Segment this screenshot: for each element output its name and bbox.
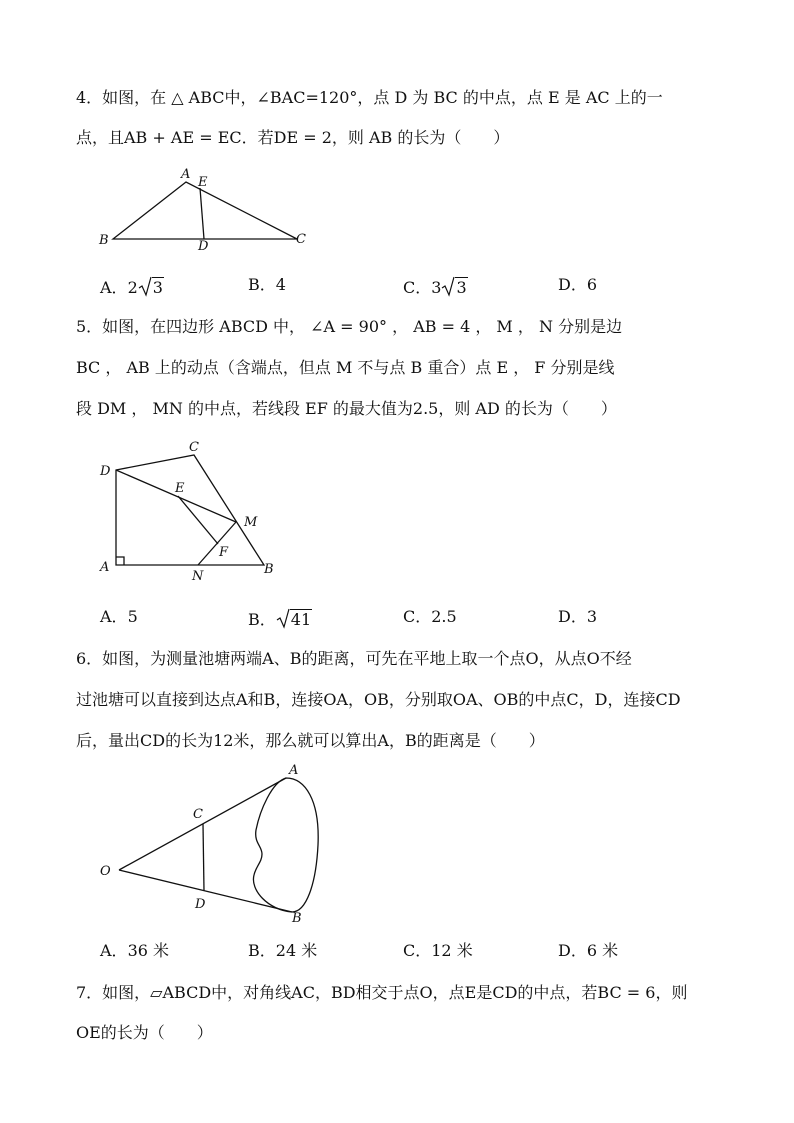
q6-segment-cd	[203, 824, 204, 891]
q4-label-a: A	[181, 167, 191, 182]
q6-segment-oa	[119, 778, 286, 870]
q6-label-a: A	[289, 763, 299, 778]
q4-line-2: 点，且AB + AE = EC．若DE = 2，则 AB 的长为（ ）	[76, 128, 510, 147]
q6-label-b: B	[292, 911, 302, 926]
q6-option-b[interactable]: B．24 米	[248, 941, 318, 960]
q5-label-c: C	[189, 440, 199, 455]
q5-label-d: D	[100, 464, 111, 479]
q6-pond-outline	[253, 778, 318, 912]
q7-line-2: OE的长为（ ）	[76, 1023, 213, 1042]
q6-line-3: 后，量出CD的长为12米，那么就可以算出A，B的距离是（ ）	[76, 731, 545, 750]
q5-option-b[interactable]: B． 41	[248, 607, 312, 634]
q4-option-b[interactable]: B．4	[248, 275, 286, 294]
q4-line-1: 4．如图，在 △ ABC中，∠BAC=120°，点 D 为 BC 的中点，点 E 是 AC 上的一	[76, 88, 663, 107]
q7-line-1: 7．如图，▱ABCD中，对角线AC，BD相交于点O，点E是CD的中点，若BC = 6，则	[76, 983, 688, 1002]
q6-label-c: C	[193, 807, 203, 822]
q5-label-n: N	[192, 569, 204, 584]
q5-line-3: 段 DM ， MN 的中点，若线段 EF 的最大值为2.5，则 AD 的长为（ ）	[76, 399, 617, 418]
q4-option-d[interactable]: D．6	[558, 275, 598, 294]
q4-label-b: B	[99, 233, 109, 248]
q6-line-1: 6．如图，为测量池塘两端A、B的距离，可先在平地上取一个点O，从点O不经	[76, 649, 632, 668]
q4-label-e: E	[198, 175, 208, 190]
q5-option-a[interactable]: A．5	[100, 607, 138, 626]
q4-label-d: D	[198, 239, 209, 254]
q5-label-b: B	[264, 562, 274, 577]
q4-option-a[interactable]: A．2 3	[100, 275, 164, 302]
q5-label-f: F	[219, 545, 229, 560]
q5-line-2: BC ， AB 上的动点（含端点，但点 M 不与点 B 重合）点 E ， F 分别是线	[76, 358, 615, 377]
q4-label-c: C	[296, 232, 306, 247]
q5-label-a: A	[100, 560, 110, 575]
q5-line-1: 5．如图，在四边形 ABCD 中， ∠A = 90° ， AB = 4 ， M ， N 分别是边	[76, 317, 623, 336]
q6-option-c[interactable]: C．12 米	[403, 941, 473, 960]
q6-option-a[interactable]: A．36 米	[100, 941, 170, 960]
q6-line-2: 过池塘可以直接到达点A和B，连接OA，OB，分别取OA、OB的中点C，D，连接CD	[76, 690, 681, 709]
q5-option-d[interactable]: D．3	[558, 607, 598, 626]
q5-label-m: M	[244, 515, 258, 530]
q6-option-d[interactable]: D．6 米	[558, 941, 619, 960]
q6-label-o: O	[100, 864, 111, 879]
q5-label-e: E	[175, 481, 185, 496]
q6-segment-ob	[119, 870, 292, 912]
q6-label-d: D	[195, 897, 206, 912]
q5-option-c[interactable]: C．2.5	[403, 607, 457, 626]
q4-option-c[interactable]: C．3 3	[403, 275, 468, 302]
